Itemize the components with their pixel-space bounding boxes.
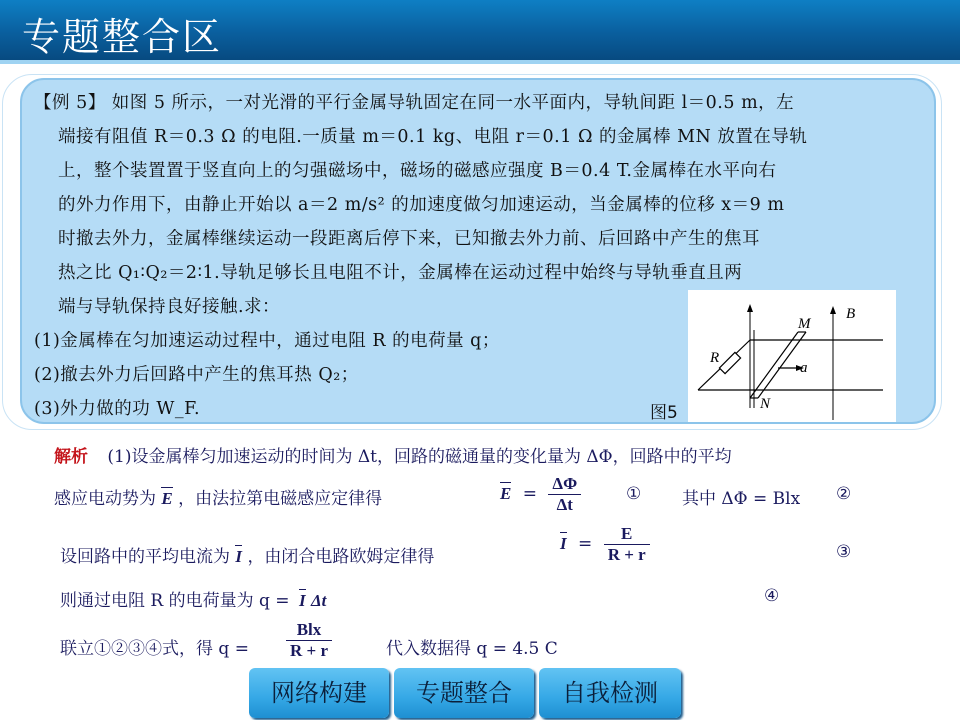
header-divider <box>0 60 960 64</box>
problem-line: 【例 5】 如图 5 所示，一对光滑的平行金属导轨固定在同一水平面内，导轨间距 l＝0.5 m，左 <box>34 93 795 113</box>
solution-text: 则通过电阻 R 的电荷量为 q = <box>60 591 290 611</box>
solution-label: 解析 <box>54 447 88 467</box>
label-a: a <box>800 360 808 376</box>
fraction <box>604 524 650 565</box>
solution-text: 感应电动势为 <box>54 489 156 509</box>
equation-1: E = $\frac{\Delta\Phi}{\Delta t}$ <box>500 474 581 515</box>
equation-mark-4: ④ <box>764 586 780 606</box>
solution-text: (1)设金属棒匀加速运动的时间为 Δt，回路的磁通量的变化量为 ΔΦ，回路中的平均 <box>107 447 732 467</box>
header-bar <box>0 0 960 60</box>
solution-line-3 <box>60 542 434 567</box>
label-m: M <box>798 316 811 332</box>
solution-text: 联立①②③④式，得 q = <box>60 639 249 659</box>
circuit-diagram <box>688 290 896 422</box>
label-r: R <box>710 350 720 366</box>
solution-text: 设回路中的平均电流为 <box>60 547 230 567</box>
problem-line: 时撤去外力，金属棒继续运动一段距离后停下来，已知撤去外力前、后回路中产生的焦耳 <box>58 229 760 249</box>
solution-text: Δt <box>310 591 327 610</box>
fraction <box>286 620 332 661</box>
fraction-numerator: E <box>604 524 650 545</box>
problem-line: 上，整个装置置于竖直向上的匀强磁场中，磁场的磁感应强度 B＝0.4 T.金属棒在水平向右 <box>58 161 777 181</box>
question-3: (3)外力做的功 W_F. <box>34 399 201 419</box>
current-symbol: I <box>235 547 243 566</box>
solution-line-1 <box>54 442 732 467</box>
fraction-denominator: R + r <box>607 545 646 564</box>
equation-2: 其中 ΔΦ = Blx <box>682 489 801 509</box>
fraction-denominator: Δt <box>556 495 573 514</box>
equation-mark-1: ① <box>626 484 642 504</box>
solution-text: ，由闭合电路欧姆定律得 <box>247 547 435 567</box>
question-2: (2)撤去外力后回路中产生的焦耳热 Q₂； <box>34 365 359 385</box>
problem-line: 端接有阻值 R＝0.3 Ω 的电阻.一质量 m＝0.1 kg、电阻 r＝0.1 Ω 的金属棒 MN 放置在导轨 <box>58 127 808 147</box>
nav-network-build-button[interactable]: 网络构建 <box>249 668 389 718</box>
fraction-denominator: R + r <box>290 641 329 660</box>
equation-5 <box>286 620 332 661</box>
solution-line-2 <box>54 484 382 509</box>
figure-caption: 图5 <box>650 403 678 423</box>
fraction-numerator: Blx <box>286 620 332 641</box>
equation-mark-2: ② <box>836 484 852 504</box>
solution-line-5 <box>60 634 249 659</box>
equation-mark-3: ③ <box>836 542 852 562</box>
problem-line: 的外力作用下，由静止开始以 a＝2 m/s² 的加速度做匀加速运动，当金属棒的位移 x＝9 m <box>58 195 785 215</box>
solution-line-4: 则通过电阻 R 的电荷量为 q = I Δt <box>60 591 327 611</box>
question-1: (1)金属棒在匀加速运动过程中，通过电阻 R 的电荷量 q； <box>34 331 500 351</box>
nav-self-check-button[interactable]: 自我检测 <box>539 668 681 718</box>
nav-topic-integration-button[interactable]: 专题整合 <box>394 668 534 718</box>
emf-symbol: E <box>161 489 173 508</box>
final-answer: 代入数据得 q = 4.5 C <box>386 639 558 659</box>
label-b: B <box>846 306 856 322</box>
page-title: 专题整合区 <box>22 15 223 59</box>
fraction <box>548 474 581 515</box>
label-n: N <box>760 396 771 412</box>
equation-3: I = $\frac{E}{R + r}$ <box>560 524 650 565</box>
fraction-numerator: ΔΦ <box>548 474 581 495</box>
problem-line: 热之比 Q₁∶Q₂＝2∶1.导轨足够长且电阻不计，金属棒在运动过程中始终与导轨垂直且两 <box>58 263 743 283</box>
solution-text: ，由法拉第电磁感应定律得 <box>178 489 383 509</box>
problem-line: 端与导轨保持良好接触.求： <box>58 297 281 317</box>
circuit-figure <box>688 290 896 422</box>
emf-symbol: E <box>500 484 512 503</box>
